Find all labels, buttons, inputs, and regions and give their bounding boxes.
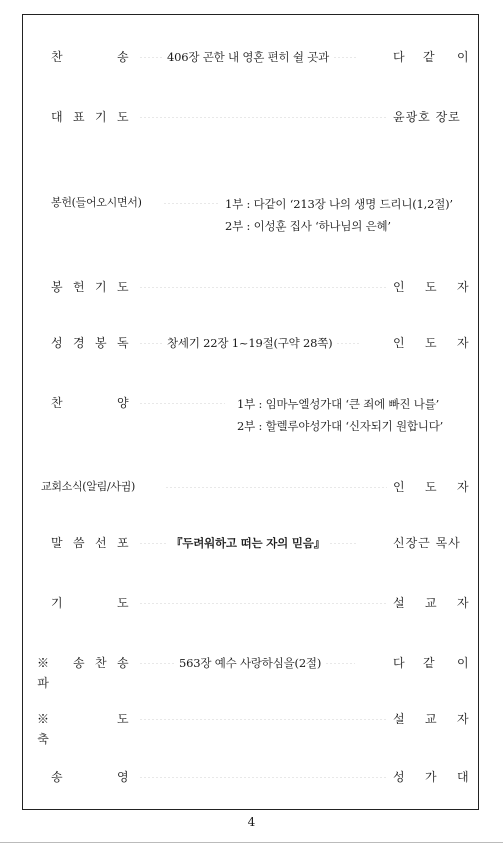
program-row-representative-prayer: 대 표 기 도 윤광호 장로 [23, 107, 480, 127]
row-content [135, 277, 391, 297]
row-content [159, 193, 223, 213]
row-performer: 신장근 목사 [393, 536, 461, 550]
row-label: 교회소식(알림/사귐) [41, 480, 135, 493]
leader-dots [139, 603, 387, 604]
program-row-sending-hymn: ※파 송 찬 송 563장 예수 사랑하심을(2절) 다 같 이 [23, 653, 480, 673]
offering-second-service: 2부 : 이성훈 집사 ‘하나님의 은혜’ [225, 219, 391, 233]
row-content [135, 393, 229, 413]
leader-dots [139, 719, 387, 720]
leader-dots [325, 663, 355, 664]
program-row-prayer: 기 도 설 교 자 [23, 593, 480, 613]
sermon-title: 『두려워하고 떠는 자의 믿음』 [171, 536, 326, 550]
row-content [135, 533, 391, 553]
program-row-offering-prayer: 봉 헌 기 도 인 도 자 [23, 277, 480, 297]
bulletin-frame [22, 14, 479, 810]
leader-dots [139, 663, 175, 664]
program-row-sermon: 말 씀 선 포 『두려워하고 떠는 자의 믿음』 신장근 목사 [23, 533, 480, 553]
leader-dots [139, 117, 387, 118]
leader-dots [139, 777, 387, 778]
leader-dots [139, 287, 387, 288]
page-bottom-divider [0, 842, 503, 843]
row-performer: 윤광호 장로 [393, 110, 461, 124]
leader-dots [329, 543, 357, 544]
program-row-scripture-reading: 성 경 봉 독 창세기 22장 1~19절(구약 28쪽) 인 도 자 [23, 333, 480, 353]
anthem-first-service: 1부 : 임마누엘성가대 ‘큰 죄에 빠진 나를’ [237, 397, 440, 411]
row-content: 창세기 22장 1~19절(구약 28쪽) [135, 333, 391, 353]
program-row-hymn: 찬 송 406장 곤한 내 영혼 편히 쉴 곳과 다 같 이 [23, 47, 480, 67]
program-row-doxology: 송 영 성 가 대 [23, 767, 480, 787]
leader-dots [336, 343, 360, 344]
offering-first-service: 1부 : 다같이 ‘213장 나의 생명 드리니(1,2절)’ [225, 197, 453, 211]
row-content: 406장 곤한 내 영혼 편히 쉴 곳과 [135, 47, 405, 67]
row-content [135, 593, 391, 613]
program-row-offering [23, 193, 480, 237]
program-row-church-news: 교회소식(알림/사귐) 인 도 자 [23, 477, 480, 497]
row-content [135, 709, 391, 729]
row-content [135, 767, 391, 787]
row-label: 봉헌(들어오시면서) [51, 196, 142, 209]
row-content [135, 107, 391, 127]
anthem-second-service: 2부 : 할렐루야성가대 ‘신자되기 원합니다’ [237, 419, 444, 433]
leader-dots [139, 543, 167, 544]
leader-dots [139, 403, 225, 404]
leader-dots [163, 203, 219, 204]
leader-dots [165, 487, 387, 488]
leader-dots [139, 57, 163, 58]
row-content: 563장 예수 사랑하심을(2절) [135, 653, 391, 673]
row-content [161, 477, 391, 497]
leader-dots [139, 343, 163, 344]
page-number: 4 [247, 815, 256, 829]
program-row-benediction: ※축 도 설 교 자 [23, 709, 480, 729]
program-row-choir-anthem: 찬 양 1부 : 임마누엘성가대 ‘큰 죄에 빠진 나를’ 2부 : 할렐루야성가대 ‘신자되기 원합니다’ [23, 393, 480, 437]
leader-dots [333, 57, 357, 58]
